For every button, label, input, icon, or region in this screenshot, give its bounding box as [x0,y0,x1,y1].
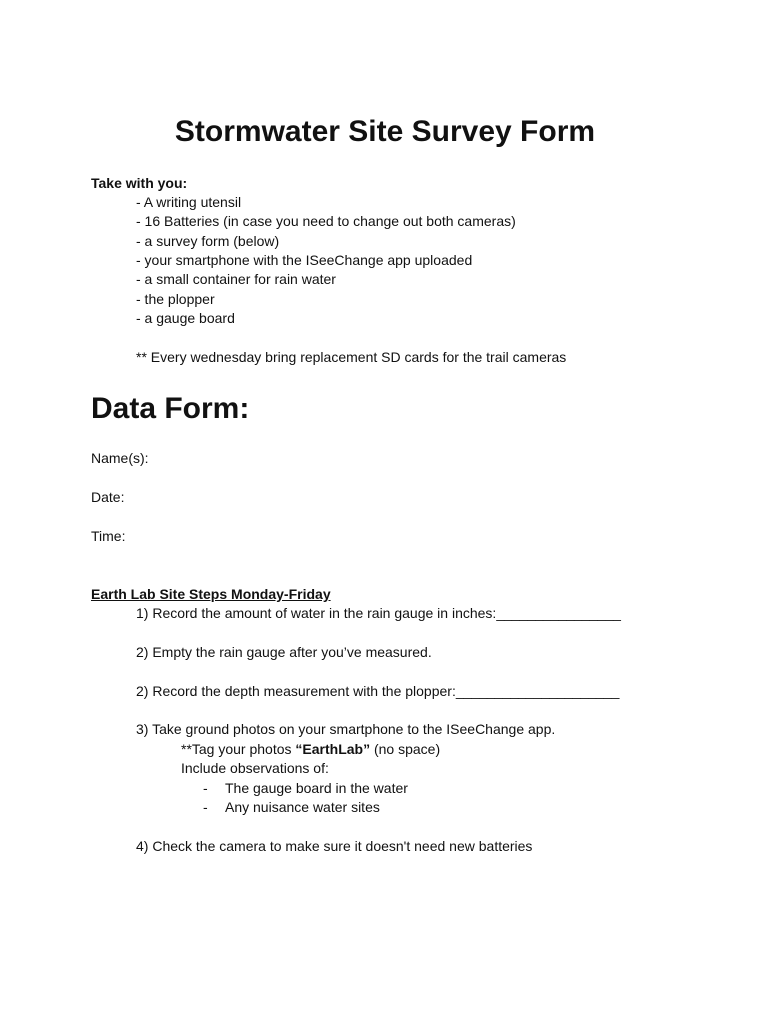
date-label: Date: [91,489,125,505]
tag-suffix: (no space) [370,741,441,757]
tag-prefix: **Tag your photos [181,741,296,757]
data-form-heading: Data Form: [91,392,250,425]
list-item: - a survey form (below) [136,233,280,249]
bullet-dash: - [203,780,208,796]
tag-instruction [181,740,440,758]
take-with-heading: Take with you: [91,175,188,191]
time-label: Time: [91,528,126,544]
list-item: - 16 Batteries (in case you need to change out both cameras) [136,213,516,229]
observation-text: Any nuisance water sites [225,799,380,815]
list-item [203,798,380,816]
step-camera: 4) Check the camera to make sure it doesn't need new batteries [136,838,533,854]
steps-heading: Earth Lab Site Steps Monday-Friday [91,586,331,602]
step-rain-gauge: 1) Record the amount of water in the rain gauge in inches:________________ [136,605,621,621]
list-item: - the plopper [136,291,215,307]
list-item: - a small container for rain water [136,271,336,287]
list-item: - your smartphone with the ISeeChange app uploaded [136,252,473,268]
step-empty-gauge: 2) Empty the rain gauge after you’ve measured. [136,644,432,660]
list-item: - A writing utensil [136,194,242,210]
include-label: Include observations of: [181,760,329,776]
names-label: Name(s): [91,450,149,466]
step-photos: 3) Take ground photos on your smartphone to the ISeeChange app. [136,721,556,737]
bullet-dash: - [203,799,208,815]
list-item [203,779,408,797]
sd-card-note: ** Every wednesday bring replacement SD cards for the trail cameras [136,349,567,365]
step-plopper: 2) Record the depth measurement with the plopper:_____________________ [136,683,620,699]
page-title: Stormwater Site Survey Form [174,115,596,148]
list-item: - a gauge board [136,310,235,326]
observation-text: The gauge board in the water [225,780,408,796]
tag-name: “EarthLab” [295,741,371,757]
